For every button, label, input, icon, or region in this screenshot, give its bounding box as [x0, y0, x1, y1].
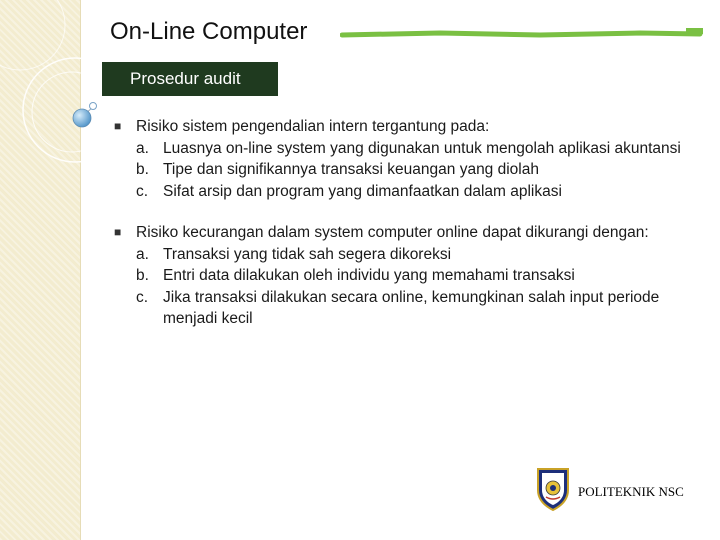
list-item-text: Transaksi yang tidak sah segera dikoreksi	[163, 245, 452, 263]
list-item-letter: c.	[136, 182, 149, 200]
bullet-text: Risiko sistem pengendalian intern tergantung pada:	[136, 118, 490, 135]
title-underline-rule	[340, 28, 705, 40]
sub-list	[136, 244, 704, 330]
list-item	[136, 287, 704, 330]
list-item-letter: a.	[136, 139, 149, 157]
list-item-text: Luasnya on-line system yang digunakan untuk mengolah aplikasi akuntansi	[163, 139, 681, 157]
square-bullet-icon: ■	[114, 225, 122, 239]
list-item-letter: b.	[136, 161, 149, 178]
list-item-text: Tipe dan signifikannya transaksi keuangan yang diolah	[163, 161, 539, 178]
bullet-point	[114, 222, 704, 330]
list-item	[136, 159, 704, 181]
sub-list	[136, 138, 704, 203]
slide-title: On-Line Computer	[110, 18, 308, 45]
list-item	[136, 138, 704, 160]
list-item-letter: b.	[136, 267, 149, 284]
list-item	[136, 244, 704, 266]
bullet-point	[114, 116, 704, 202]
square-bullet-icon: ■	[114, 119, 122, 133]
list-item	[136, 265, 704, 287]
section-subtitle: Prosedur audit	[102, 62, 278, 96]
shield-logo-icon	[535, 466, 571, 512]
list-item-letter: c.	[136, 288, 149, 306]
list-item-letter: a.	[136, 245, 149, 263]
slide-content	[114, 116, 704, 350]
institution-name: POLITEKNIK NSC	[578, 484, 684, 499]
bullet-text: Risiko kecurangan dalam system computer online dapat dikurangi dengan:	[136, 224, 649, 241]
list-item	[136, 181, 704, 203]
list-item-text: Sifat arsip dan program yang dimanfaatkan dalam aplikasi	[163, 182, 562, 200]
list-item-text: Jika transaksi dilakukan secara online, kemungkinan salah input periode menjadi kecil	[163, 288, 660, 327]
list-item-text: Entri data dilakukan oleh individu yang memahami transaksi	[163, 267, 575, 284]
